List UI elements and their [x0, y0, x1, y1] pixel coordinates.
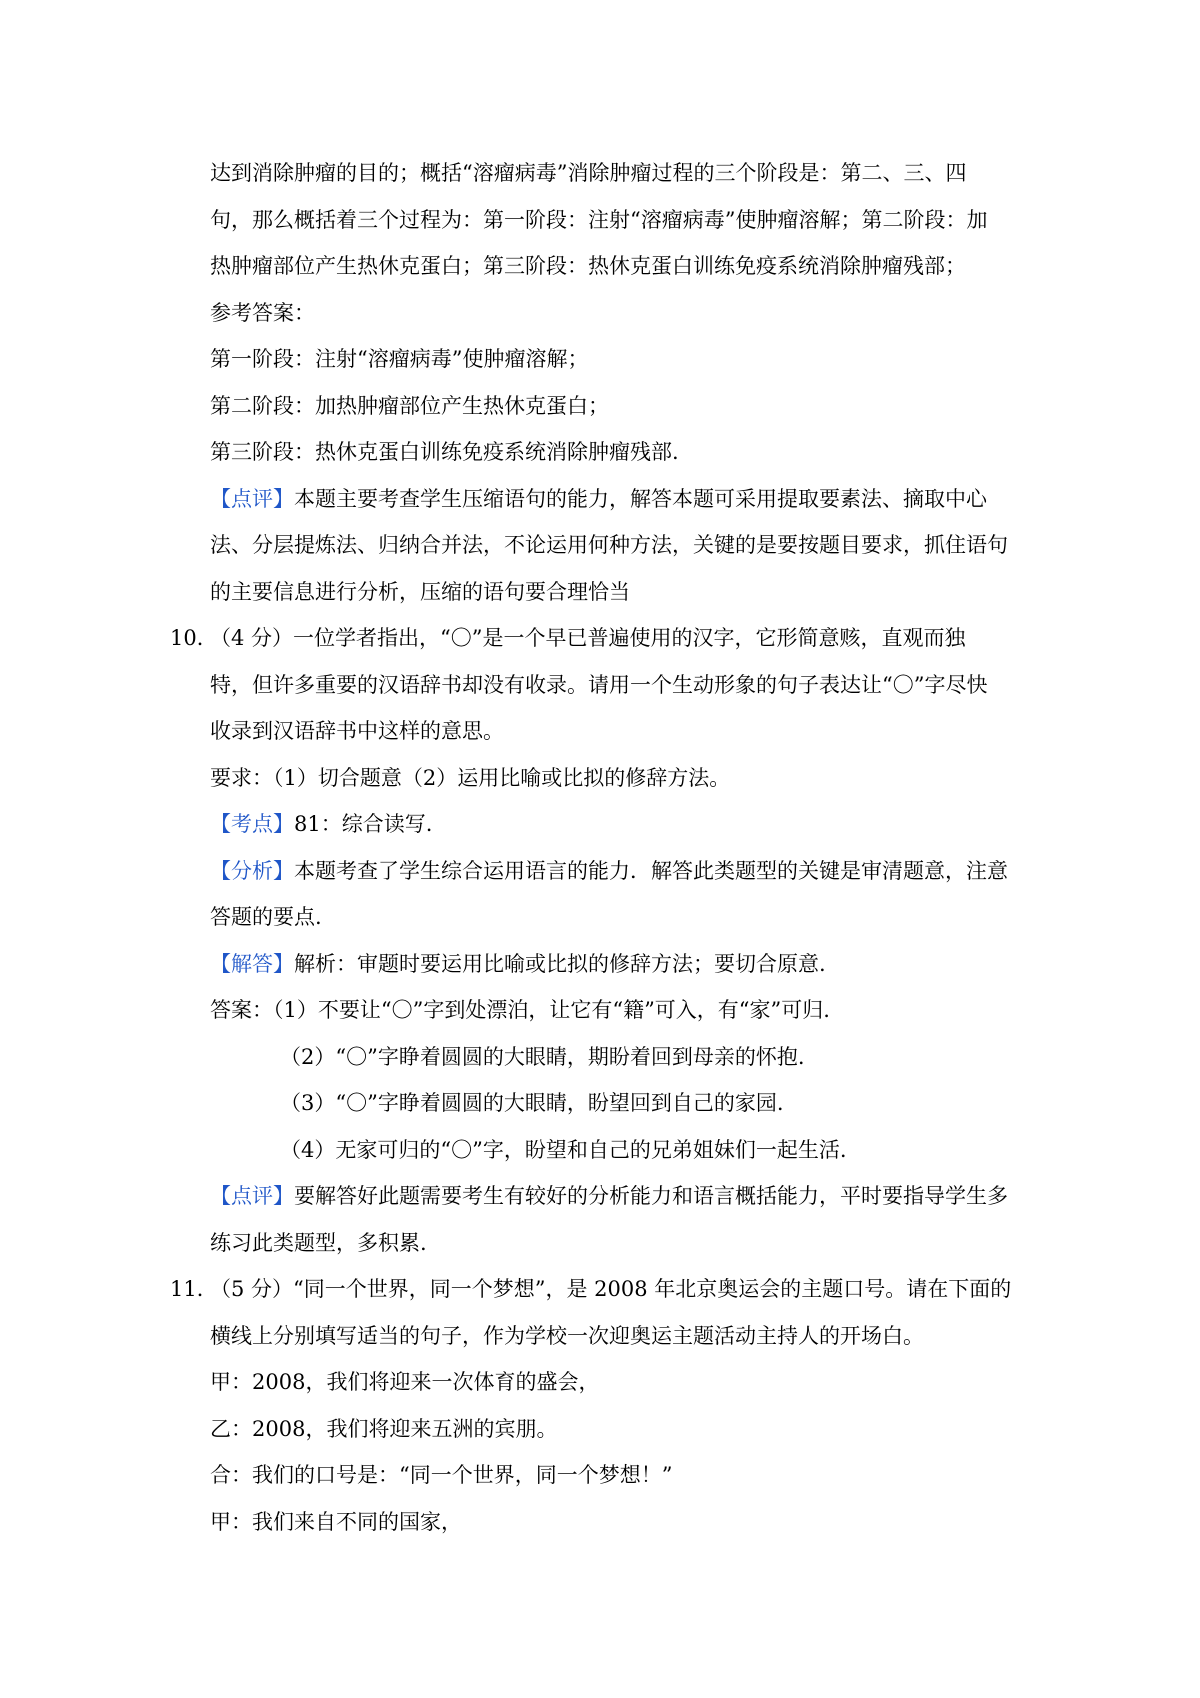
fenxi-line	[210, 848, 1020, 895]
dialogue-line: 乙：2008，我们将迎来五洲的宾朋。	[210, 1416, 558, 1441]
requirement-line: 要求：（1）切合题意（2）运用比喻或比拟的修辞方法。	[210, 765, 731, 790]
document-content	[170, 150, 1020, 1545]
jieda-tag: 【解答】	[210, 951, 294, 976]
answer-line: 答案：（1）不要让“〇”字到处漂泊，让它有“籍”可入，有“家”可归.	[210, 998, 830, 1022]
dialogue-line: 甲：我们来自不同的国家，	[210, 1509, 462, 1534]
question-text-line: 特，但许多重要的汉语辞书却没有收录。请用一个生动形象的句子表达让“〇”字尽快	[210, 672, 988, 697]
answer-line: （2）“〇”字睁着圆圆的大眼睛，期盼着回到母亲的怀抱.	[280, 1044, 805, 1069]
comment-tag: 【点评】	[210, 486, 294, 511]
question-10	[170, 615, 1020, 662]
comment-tag: 【点评】	[210, 1184, 294, 1208]
question-text: （5 分）“同一个世界，同一个梦想”，是 2008 年北京奥运会的主题口号。请在下面的	[210, 1277, 1012, 1301]
fenxi-line: 答题的要点.	[210, 905, 322, 929]
kaodian-line	[210, 801, 1020, 848]
question-text-line: 收录到汉语辞书中这样的意思。	[210, 719, 504, 743]
reference-answer-label: 参考答案：	[210, 300, 315, 325]
comment-line	[210, 476, 1020, 523]
comment-text: 本题主要考查学生压缩语句的能力，解答本题可采用提取要素法、摘取中心	[294, 486, 987, 511]
question-number: 10．	[170, 626, 218, 650]
answer-stage-2: 第二阶段：加热肿瘤部位产生热休克蛋白；	[210, 393, 609, 418]
question-text-line: 横线上分别填写适当的句子，作为学校一次迎奥运主题活动主持人的开场白。	[210, 1323, 924, 1348]
jieda-text: 解析：审题时要运用比喻或比拟的修辞方法；要切合原意.	[294, 951, 826, 976]
kaodian-text: 81：综合读写.	[294, 812, 433, 836]
paragraph-line: 句，那么概括着三个过程为：第一阶段：注射“溶瘤病毒”使肿瘤溶解；第二阶段：加	[210, 207, 988, 232]
fenxi-text: 本题考查了学生综合运用语言的能力．解答此类题型的关键是审清题意，注意	[294, 858, 1008, 883]
fenxi-tag: 【分析】	[210, 858, 294, 883]
comment-text: 要解答好此题需要考生有较好的分析能力和语言概括能力，平时要指导学生多	[294, 1184, 1008, 1208]
answer-stage-1: 第一阶段：注射“溶瘤病毒”使肿瘤溶解；	[210, 347, 589, 371]
question-number: 11．	[170, 1277, 218, 1301]
dialogue-line: 甲：2008，我们将迎来一次体育的盛会，	[210, 1370, 600, 1394]
paragraph-line: 热肿瘤部位产生热休克蛋白；第三阶段：热休克蛋白训练免疫系统消除肿瘤残部；	[210, 254, 966, 278]
answer-line: （3）“〇”字睁着圆圆的大眼睛，盼望回到自己的家园.	[280, 1091, 784, 1115]
comment-line: 法、分层提炼法、归纳合并法，不论运用何种方法，关键的是要按题目要求，抓住语句	[210, 533, 1008, 557]
comment-line	[210, 1173, 1020, 1220]
paragraph-line: 达到消除肿瘤的目的；概括“溶瘤病毒”消除肿瘤过程的三个阶段是：第二、三、四	[210, 161, 967, 185]
answer-stage-3: 第三阶段：热休克蛋白训练免疫系统消除肿瘤残部.	[210, 440, 679, 464]
question-11	[170, 1266, 1020, 1313]
comment-line: 的主要信息进行分析，压缩的语句要合理恰当	[210, 579, 630, 604]
kaodian-tag: 【考点】	[210, 812, 294, 836]
jieda-line	[210, 941, 1020, 988]
dialogue-line: 合：我们的口号是：“同一个世界，同一个梦想！”	[210, 1463, 673, 1487]
comment-line: 练习此类题型，多积累.	[210, 1230, 427, 1255]
answer-line: （4）无家可归的“〇”字，盼望和自己的兄弟姐妹们一起生活.	[280, 1137, 847, 1162]
question-text: （4 分）一位学者指出，“〇”是一个早已普遍使用的汉字，它形简意赅，直观而独	[210, 626, 966, 650]
